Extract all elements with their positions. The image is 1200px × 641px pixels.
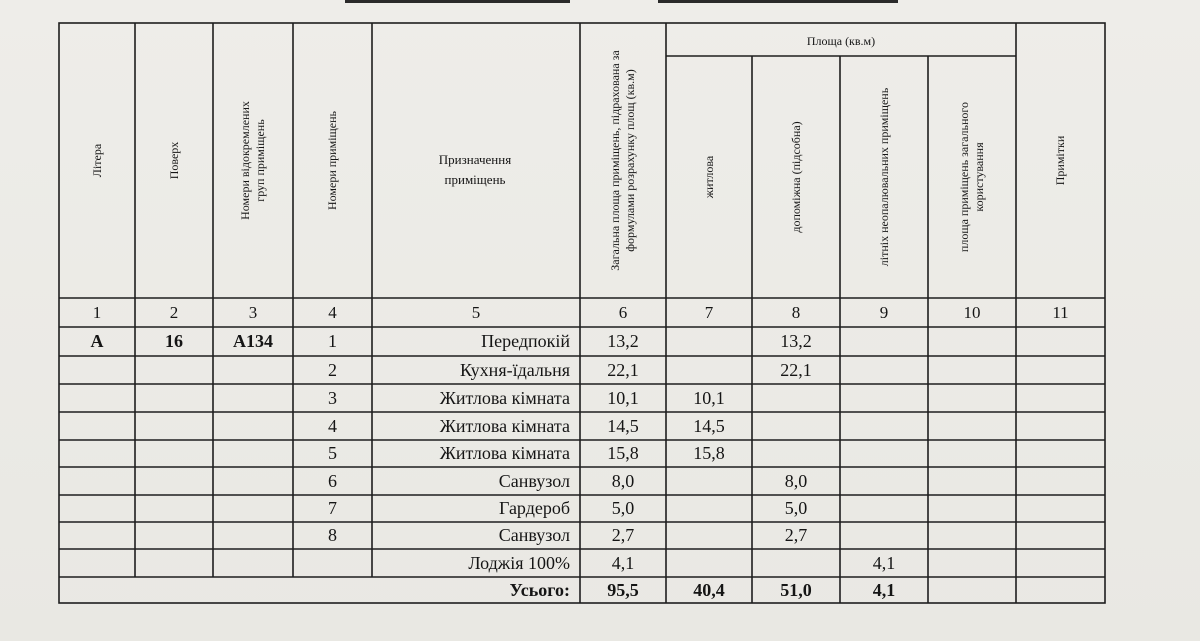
totals-label: Усього: bbox=[509, 579, 570, 600]
header-auxiliary: допоміжна (підсобна) bbox=[788, 121, 803, 233]
cell-floor: 16 bbox=[165, 331, 183, 351]
header-living: житлова bbox=[701, 155, 716, 199]
cell-total-area: 13,2 bbox=[607, 331, 639, 351]
cell-room-number: 4 bbox=[328, 415, 337, 436]
cell-aux-area: 8,0 bbox=[784, 470, 808, 491]
header-total-area: Загальна площа приміщень, підрахована за формулами розрахунку площ (кв.м) bbox=[608, 50, 637, 271]
cell-room-name: Гардероб bbox=[498, 498, 570, 518]
header-litera: Літера bbox=[89, 143, 104, 178]
cell-living-area bbox=[666, 522, 752, 549]
cell-room-name: Житлова кімната bbox=[439, 415, 570, 436]
cell-room-number bbox=[293, 549, 372, 577]
column-number: 6 bbox=[618, 302, 628, 322]
cell-aux-area: 22,1 bbox=[780, 359, 812, 380]
cell-living-area bbox=[666, 467, 752, 495]
cell-room-number: 5 bbox=[328, 443, 337, 463]
header-room-numbers: Номери приміщень bbox=[325, 111, 339, 211]
cell-room-name: Передпокій bbox=[481, 331, 570, 351]
column-number: 1 bbox=[92, 302, 102, 322]
cell-aux-area bbox=[752, 549, 840, 577]
cell-aux-area: 13,2 bbox=[780, 331, 812, 351]
column-number: 5 bbox=[471, 302, 481, 322]
cell-total-area: 4,1 bbox=[611, 552, 635, 573]
cell-room-name: Житлова кімната bbox=[439, 387, 570, 408]
cell-living-area: 15,8 bbox=[693, 443, 725, 463]
column-number: 7 bbox=[704, 302, 714, 322]
cell-room-name: Санвузол bbox=[498, 470, 570, 491]
cell-litera: А bbox=[90, 331, 104, 351]
cell-aux-area bbox=[752, 384, 840, 412]
column-number: 2 bbox=[169, 302, 179, 322]
cell-room-number: 6 bbox=[328, 470, 337, 491]
cell-room-name: Лоджія 100% bbox=[468, 552, 570, 573]
cell-living-area bbox=[666, 495, 752, 522]
column-number: 9 bbox=[879, 302, 889, 322]
totals-summer: 4,1 bbox=[872, 579, 896, 600]
cell-total-area: 22,1 bbox=[607, 359, 639, 380]
cell-summer-area bbox=[840, 356, 928, 384]
column-number: 10 bbox=[963, 302, 981, 322]
totals-total: 95,5 bbox=[607, 579, 639, 600]
cell-summer-area bbox=[840, 327, 928, 356]
cell-room-number: 1 bbox=[328, 331, 337, 351]
cell-aux-area bbox=[752, 412, 840, 440]
cell-total-area: 8,0 bbox=[611, 470, 635, 491]
cell-summer-area: 4,1 bbox=[872, 552, 896, 573]
cell-summer-area bbox=[840, 440, 928, 467]
cell-group: А134 bbox=[233, 331, 273, 351]
cell-total-area: 14,5 bbox=[607, 415, 639, 436]
cell-living-area bbox=[666, 549, 752, 577]
cell-summer-area bbox=[840, 384, 928, 412]
cell-total-area: 10,1 bbox=[607, 387, 639, 408]
cell-room-number: 8 bbox=[328, 525, 337, 545]
header-common: площа приміщень загального користування bbox=[957, 101, 986, 253]
cell-summer-area bbox=[840, 467, 928, 495]
cell-summer-area bbox=[840, 495, 928, 522]
cell-aux-area: 5,0 bbox=[784, 498, 808, 518]
cell-summer-area bbox=[840, 522, 928, 549]
cell-aux-area: 2,7 bbox=[784, 525, 808, 545]
header-notes: Примітки bbox=[1053, 135, 1067, 186]
header-area-group: Площа (кв.м) bbox=[806, 34, 876, 48]
header-group-numbers: Номери відокремлених груп приміщень bbox=[238, 101, 267, 220]
cell-living-area: 14,5 bbox=[693, 415, 725, 436]
cell-living-area bbox=[666, 327, 752, 356]
cell-living-area bbox=[666, 356, 752, 384]
cell-aux-area bbox=[752, 440, 840, 467]
cell-room-number: 7 bbox=[328, 498, 337, 518]
cell-room-name: Санвузол bbox=[498, 525, 570, 545]
cell-total-area: 15,8 bbox=[607, 443, 639, 463]
cell-summer-area bbox=[840, 412, 928, 440]
column-number: 8 bbox=[791, 302, 801, 322]
cell-total-area: 5,0 bbox=[611, 498, 635, 518]
header-summer: літніх неопалювальних приміщень bbox=[876, 87, 891, 267]
cell-room-number: 2 bbox=[328, 359, 337, 380]
column-number: 3 bbox=[248, 302, 258, 322]
column-number: 11 bbox=[1052, 302, 1069, 322]
column-number: 4 bbox=[328, 302, 337, 322]
header-purpose: Призначення приміщень bbox=[438, 152, 512, 187]
cell-room-number: 3 bbox=[328, 387, 337, 408]
totals-auxiliary: 51,0 bbox=[780, 579, 812, 600]
totals-living: 40,4 bbox=[693, 579, 725, 600]
header-floor: Поверх bbox=[166, 141, 181, 180]
cell-room-name: Житлова кімната bbox=[439, 443, 570, 463]
cell-living-area: 10,1 bbox=[693, 387, 725, 408]
cell-total-area: 2,7 bbox=[611, 525, 635, 545]
cell-room-name: Кухня-їдальня bbox=[460, 359, 570, 380]
